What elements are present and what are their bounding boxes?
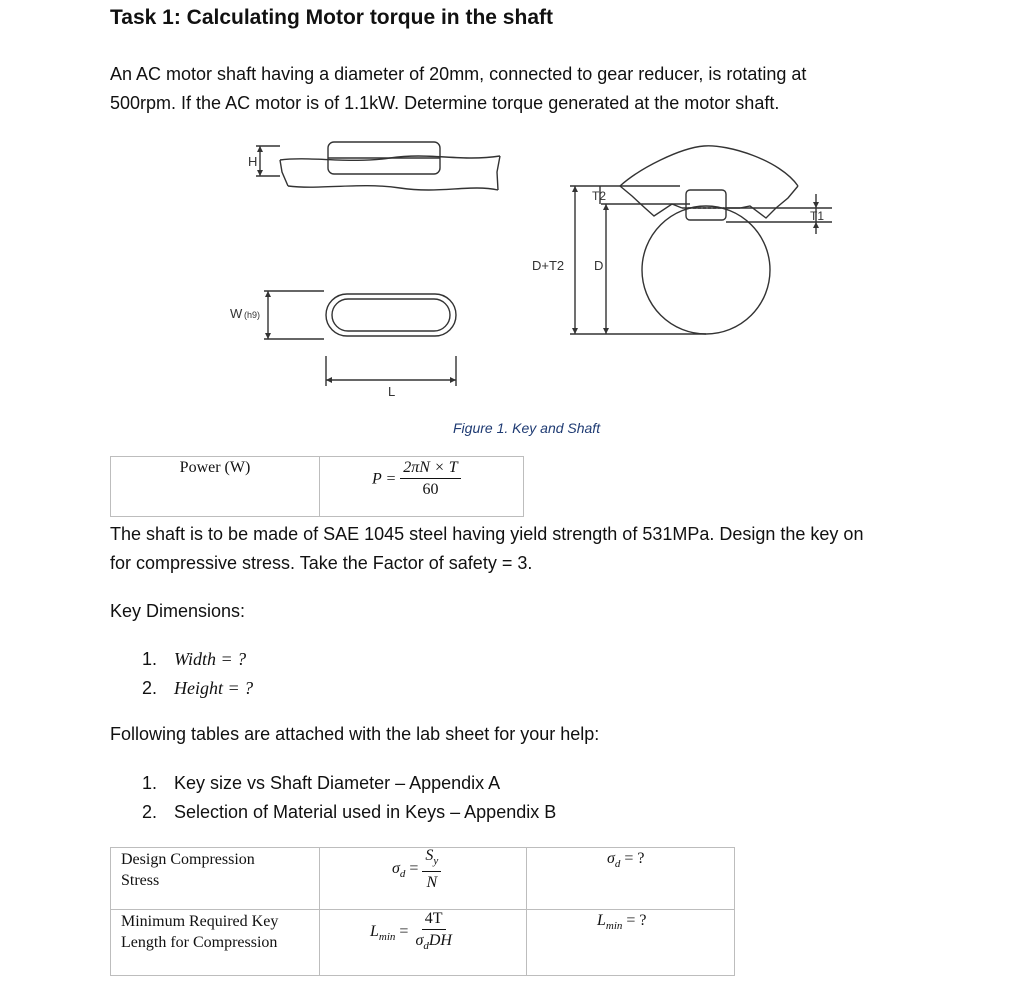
list-item: 2. Height = ? (142, 678, 254, 698)
formula-row2-equation-cell (320, 910, 527, 976)
label-d-t2: D+T2 (532, 258, 565, 273)
formula-row1-result-cell (527, 848, 735, 910)
min-length-formula: $L_{min}$ = $\frac{4T}{\sigma_dDH}$ (370, 910, 452, 953)
shaft-circle (642, 206, 770, 334)
problem-statement (110, 60, 940, 118)
label-w: W (230, 306, 243, 321)
power-numerator: 2πN × T (400, 458, 460, 479)
label-d: D (594, 258, 604, 273)
design-statement (110, 520, 940, 578)
formula-row1-label-cell (111, 848, 320, 910)
power-label: Power (W) (179, 459, 251, 476)
key-in-hub (686, 190, 726, 220)
key-plan-view (326, 294, 456, 336)
power-table (110, 456, 524, 517)
problem-line-2: 500rpm. If the AC motor is of 1.1kW. Determine torque generated at the motor shaft. (110, 93, 780, 113)
power-label-cell (111, 457, 320, 517)
page-title: Task 1: Calculating Motor torque in the shaft (110, 6, 553, 29)
power-formula-cell (320, 457, 524, 517)
key-dimensions-list (142, 645, 253, 703)
design-line-2: for compressive stress. Take the Factor of safety = 3. (110, 553, 533, 573)
label-l: L (388, 384, 396, 399)
formula-row1-equation-cell (320, 848, 527, 910)
label-h: H (248, 154, 258, 169)
min-length-result: $L_{min}$ = ? (597, 912, 647, 933)
design-line-1: The shaft is to be made of SAE 1045 steel having yield strength of 531MPa. Design the key on (110, 524, 864, 544)
list-item: 1. Width = ? (142, 649, 247, 669)
power-denominator: 60 (422, 481, 439, 498)
formula-row1-label: Design Compression Stress (121, 851, 255, 889)
design-stress-result: $\sigma_d$ = ? (607, 850, 645, 871)
problem-line-1: An AC motor shaft having a diameter of 20mm, connected to gear reducer, is rotating at (110, 64, 807, 84)
formula-row2-result-cell (527, 910, 735, 976)
appendix-list (142, 769, 556, 827)
label-t2: T2 (592, 189, 607, 203)
label-w-sub: (h9) (244, 310, 261, 320)
list-item: 1. Key size vs Shaft Diameter – Appendix A (142, 773, 501, 793)
formula-row2-label: Minimum Required Key Length for Compression (121, 913, 279, 951)
key-dimensions-heading: Key Dimensions: (110, 601, 246, 621)
hub-outline (620, 146, 798, 186)
power-formula: P = $\frac{2\pi N \times T}{60}$ (320, 458, 523, 501)
key-shaft-figure (220, 138, 840, 408)
tables-intro: Following tables are attached with the lab sheet for your help: (110, 724, 600, 744)
label-t1: T1 (810, 209, 825, 223)
formula-table (110, 847, 735, 976)
formula-row2-label-cell (111, 910, 320, 976)
figure-caption: Figure 1. Key and Shaft (453, 420, 601, 436)
shaft-bottom-edge (288, 186, 498, 190)
design-stress-formula: $\sigma_d$ = $\frac{S_y}{N}$ (320, 846, 526, 894)
list-item: 2. Selection of Material used in Keys – Appendix B (142, 802, 557, 822)
